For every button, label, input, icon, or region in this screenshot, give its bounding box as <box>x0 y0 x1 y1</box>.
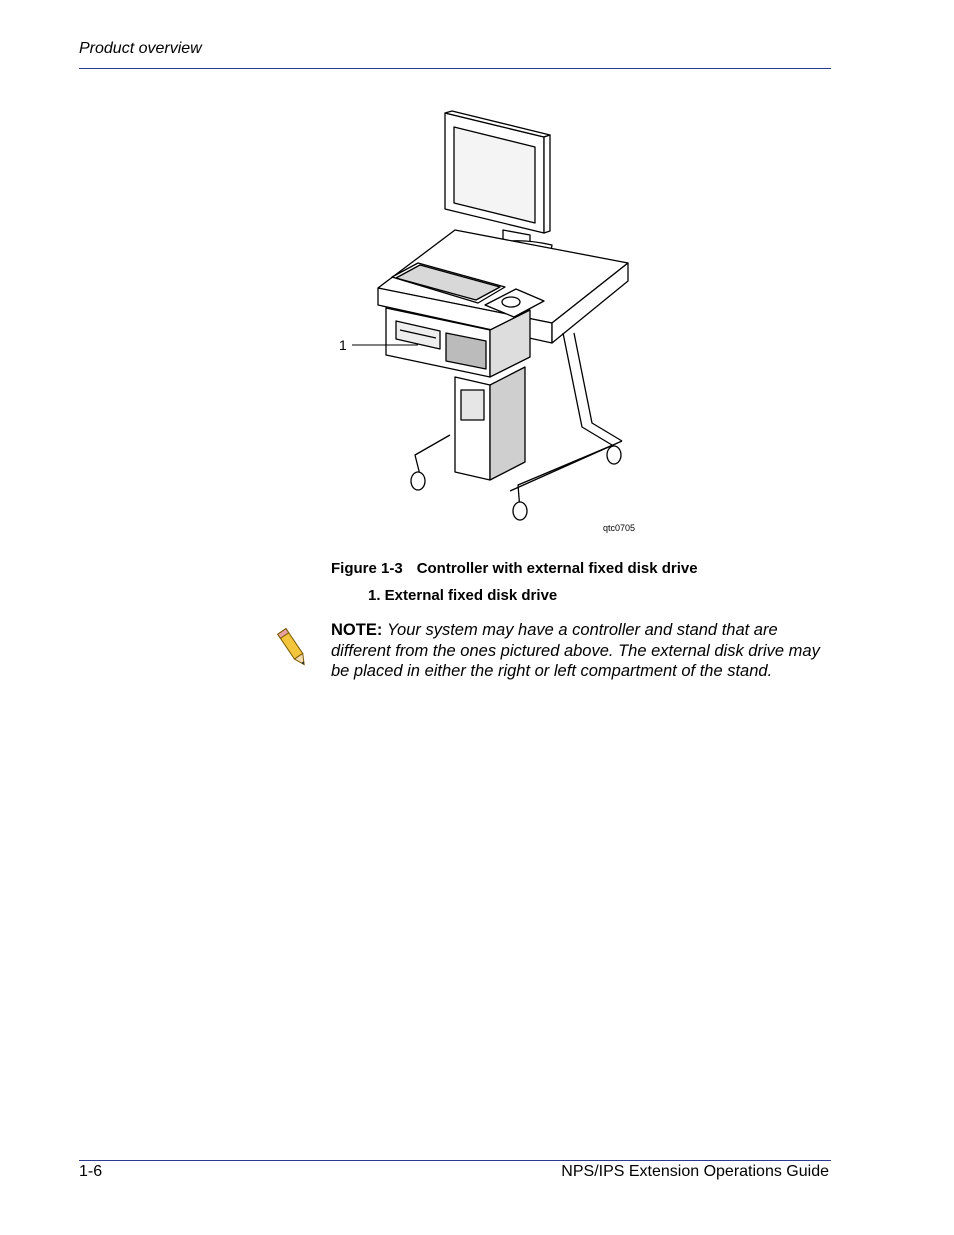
figure-caption-title: Controller with external fixed disk drive <box>416 560 698 577</box>
note-text: Your system may have a controller and stand that are different from the ones pictured above. The external disk drive may be placed in either the right or left compartment of the stand. <box>331 621 820 680</box>
figure-legend-item: 1. External fixed disk drive <box>368 587 558 604</box>
figure-code: qtc0705 <box>603 523 636 533</box>
footer-rule <box>79 1160 831 1161</box>
pencil-icon <box>276 626 310 670</box>
note-paragraph <box>331 620 841 682</box>
callout-number: 1 <box>339 337 347 353</box>
page-number: 1-6 <box>79 1163 103 1180</box>
note-label: NOTE: <box>331 621 383 639</box>
document-title: NPS/IPS Extension Operations Guide <box>561 1163 829 1180</box>
figure-caption <box>331 560 698 577</box>
controller-illustration <box>330 105 650 535</box>
figure-caption-number: Figure 1-3 <box>331 560 403 577</box>
running-header: Product overview <box>79 40 202 57</box>
header-rule <box>79 68 831 69</box>
